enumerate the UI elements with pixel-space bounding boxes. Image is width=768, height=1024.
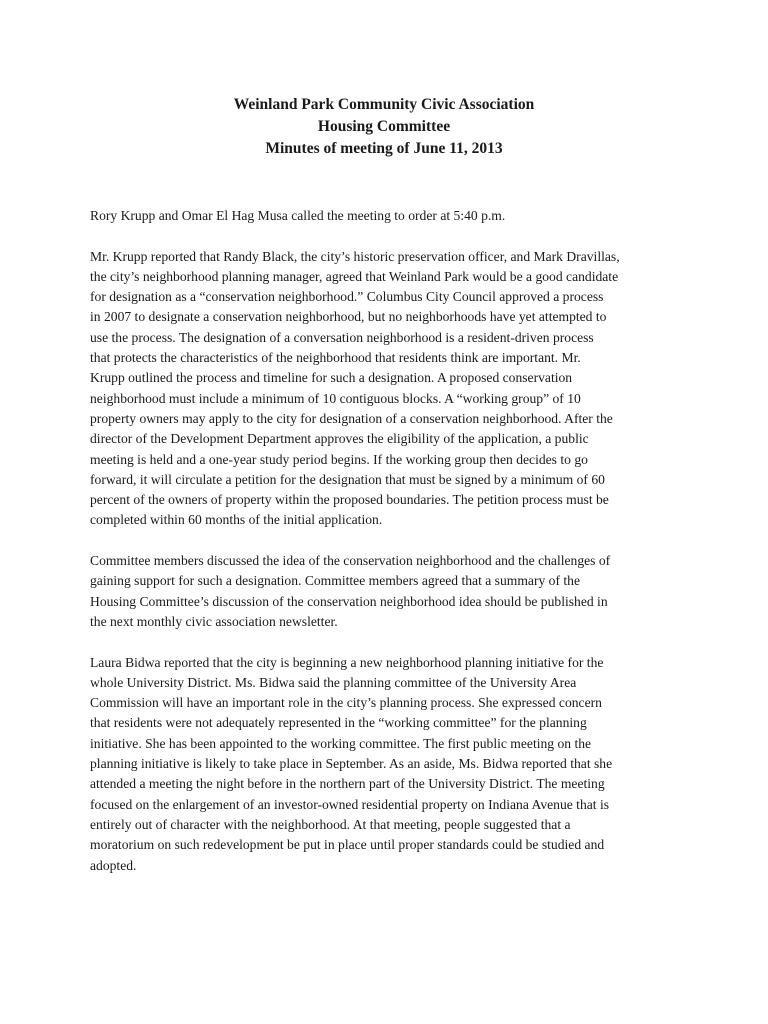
minutes-title: Minutes of meeting of June 11, 2013 bbox=[265, 140, 503, 157]
text-line: Commission will have an important role in the city’s planning process. She expressed concern bbox=[90, 695, 602, 711]
text-line: entirely out of character with the neighborhood. At that meeting, people suggested that a bbox=[90, 816, 571, 832]
text-line: attended a meeting the night before in the northern part of the University District. The meeting bbox=[90, 776, 605, 792]
text-line: director of the Development Department approves the eligibility of the application, a public bbox=[90, 431, 589, 447]
text-line: that protects the characteristics of the neighborhood that residents think are important. Mr. bbox=[90, 350, 581, 366]
text-line: Rory Krupp and Omar El Hag Musa called the meeting to order at 5:40 p.m. bbox=[90, 208, 506, 223]
text-line: for designation as a “conservation neighborhood.” Columbus City Council approved a process bbox=[90, 289, 604, 305]
text-line: gaining support for such a designation. Committee members agreed that a summary of the bbox=[90, 573, 581, 589]
text-line: use the process. The designation of a conversation neighborhood is a resident-driven process bbox=[90, 329, 594, 345]
text-line: Mr. Krupp reported that Randy Black, the city’s historic preservation officer, and Mark Dravillas, bbox=[90, 248, 620, 264]
text-line: planning initiative is likely to take place in September. As an aside, Ms. Bidwa reported that she bbox=[90, 756, 613, 772]
organization-title: Weinland Park Community Civic Association bbox=[233, 96, 535, 113]
text-line: Housing Committee’s discussion of the conservation neighborhood idea should be published in bbox=[90, 593, 608, 609]
document-header bbox=[0, 94, 768, 160]
text-line: moratorium on such redevelopment be put in place until proper standards could be studied and bbox=[90, 837, 605, 853]
text-line: focused on the enlargement of an investor-owned residential property on Indiana Avenue that is bbox=[90, 796, 610, 812]
text-line: that residents were not adequately represented in the “working committee” for the planning bbox=[90, 715, 587, 731]
text-line: Laura Bidwa reported that the city is beginning a new neighborhood planning initiative for the bbox=[90, 654, 604, 670]
paragraph-committee-discussion bbox=[90, 551, 680, 632]
document-body bbox=[90, 206, 680, 896]
paragraph-call-to-order bbox=[90, 206, 680, 226]
text-line: completed within 60 months of the initial application. bbox=[90, 512, 383, 528]
committee-title: Housing Committee bbox=[317, 118, 451, 135]
text-line: meeting is held and a one-year study period begins. If the working group then decides to go bbox=[90, 451, 588, 467]
text-line: adopted. bbox=[90, 857, 137, 873]
paragraph-conservation-report bbox=[90, 247, 680, 531]
text-line: neighborhood must include a minimum of 10 contiguous blocks. A “working group” of 10 bbox=[90, 390, 581, 406]
paragraph-planning-initiative bbox=[90, 653, 680, 876]
text-line: Krupp outlined the process and timeline for such a designation. A proposed conservation bbox=[90, 370, 573, 386]
text-line: whole University District. Ms. Bidwa said the planning committee of the University Area bbox=[90, 674, 577, 690]
text-line: forward, it will circulate a petition for the designation that must be signed by a minimum of 60 bbox=[90, 471, 605, 487]
text-line: percent of the owners of property within the proposed boundaries. The petition process must be bbox=[90, 492, 609, 508]
text-line: the next monthly civic association newsletter. bbox=[90, 613, 338, 629]
text-line: the city’s neighborhood planning manager, agreed that Weinland Park would be a good candidate bbox=[90, 268, 619, 284]
text-line: in 2007 to designate a conservation neighborhood, but no neighborhoods have yet attempted to bbox=[90, 309, 607, 325]
text-line: initiative. She has been appointed to the working committee. The first public meeting on the bbox=[90, 735, 592, 751]
text-line: Committee members discussed the idea of the conservation neighborhood and the challenges of bbox=[90, 553, 611, 569]
text-line: property owners may apply to the city for designation of a conservation neighborhood. After the bbox=[90, 410, 613, 426]
